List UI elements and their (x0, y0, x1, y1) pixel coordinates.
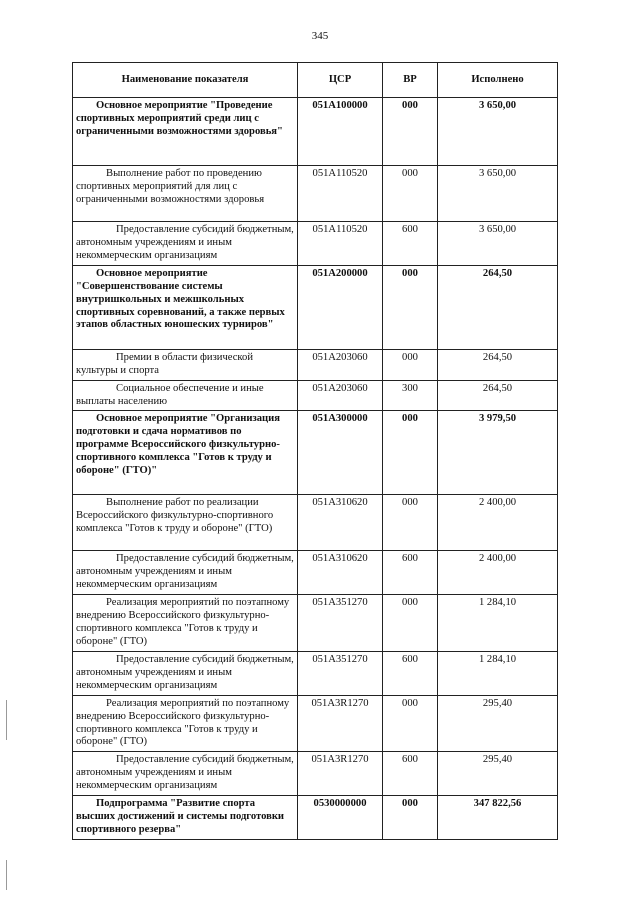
table-row (73, 222, 558, 266)
row-vr: 000 (383, 265, 438, 349)
row-csr: 051А100000 (298, 98, 383, 166)
row-name: Реализация мероприятий по поэтапному внедрению Всероссийского физкультурно-спортивного комплекса "Готов к труду и обороне" (ГТО) (76, 697, 290, 748)
table-row (73, 495, 558, 551)
row-vr: 600 (383, 651, 438, 695)
row-executed: 3 650,00 (438, 98, 558, 166)
header-vr: ВР (383, 63, 438, 98)
table-row (73, 551, 558, 595)
table-row (73, 595, 558, 652)
row-name: Подпрограмма "Развитие спорта высших достижений и системы подготовки спортивного резерва" (76, 798, 285, 835)
row-name-cell (73, 695, 298, 752)
row-vr: 600 (383, 222, 438, 266)
row-name-cell (73, 495, 298, 551)
row-executed: 2 400,00 (438, 551, 558, 595)
row-name-cell (73, 98, 298, 166)
row-name: Основное мероприятие "Совершенствование системы внутришкольных и межшкольных спортивных соревнований, а также первых этапов областных юношеских турниров" (76, 267, 285, 331)
row-vr: 000 (383, 796, 438, 840)
table-row (73, 411, 558, 495)
row-csr: 051А3R1270 (298, 695, 383, 752)
page-number: 345 (311, 30, 329, 42)
row-executed: 1 284,10 (438, 595, 558, 652)
row-name-cell (73, 752, 298, 796)
row-name: Предоставление субсидий бюджетным, автономным учреждениям и иным некоммерческим организациям (76, 653, 294, 691)
row-executed: 264,50 (438, 380, 558, 411)
table-row (73, 166, 558, 222)
row-name: Выполнение работ по проведению спортивных мероприятий для лиц с ограниченными возможностями здоровья (76, 168, 265, 205)
row-executed: 2 400,00 (438, 495, 558, 551)
row-name-cell (73, 380, 298, 411)
header-name: Наименование показателя (73, 63, 298, 98)
table-row (73, 380, 558, 411)
row-csr: 051А300000 (298, 411, 383, 495)
row-name: Социальное обеспечение и иные выплаты населению (76, 382, 264, 407)
row-vr: 000 (383, 595, 438, 652)
table-row (73, 796, 558, 840)
row-name-cell (73, 796, 298, 840)
row-vr: 600 (383, 551, 438, 595)
row-executed: 295,40 (438, 695, 558, 752)
scan-edge-mark (6, 860, 7, 890)
table-row (73, 695, 558, 752)
row-executed: 1 284,10 (438, 651, 558, 695)
row-csr: 051А203060 (298, 349, 383, 380)
row-name-cell (73, 595, 298, 652)
row-name-cell (73, 551, 298, 595)
table-row (73, 651, 558, 695)
row-name: Премии в области физической культуры и спорта (76, 351, 254, 376)
row-csr: 051А310620 (298, 551, 383, 595)
row-csr: 051А3R1270 (298, 752, 383, 796)
row-csr: 051А203060 (298, 380, 383, 411)
row-name-cell (73, 349, 298, 380)
row-vr: 000 (383, 349, 438, 380)
row-name: Реализация мероприятий по поэтапному внедрению Всероссийского физкультурно-спортивного комплекса "Готов к труду и обороне" (ГТО) (76, 597, 290, 647)
row-executed: 3 650,00 (438, 222, 558, 266)
header-csr: ЦСР (298, 63, 383, 98)
row-name: Предоставление субсидий бюджетным, автономным учреждениям и иным некоммерческим организациям (76, 754, 294, 792)
row-vr: 000 (383, 695, 438, 752)
row-csr: 051А200000 (298, 265, 383, 349)
row-name: Выполнение работ по реализации Всероссийского физкультурно-спортивного комплекса "Готов к труду и обороне" (ГТО) (76, 497, 274, 535)
row-csr: 051А351270 (298, 651, 383, 695)
table-row (73, 349, 558, 380)
budget-execution-table (72, 62, 558, 840)
row-vr: 000 (383, 166, 438, 222)
table-row (73, 98, 558, 166)
row-name-cell (73, 651, 298, 695)
row-name: Основное мероприятие "Проведение спортивных мероприятий среди лиц с ограниченными возможностями здоровья" (76, 100, 283, 137)
row-executed: 295,40 (438, 752, 558, 796)
row-name-cell (73, 166, 298, 222)
row-csr: 051А310620 (298, 495, 383, 551)
table-header-row (73, 63, 558, 98)
row-name-cell (73, 265, 298, 349)
row-csr: 051А110520 (298, 166, 383, 222)
row-name: Предоставление субсидий бюджетным, автономным учреждениям и иным некоммерческим организациям (76, 553, 294, 591)
header-executed: Исполнено (438, 63, 558, 98)
row-vr: 000 (383, 98, 438, 166)
row-name-cell (73, 411, 298, 495)
scan-edge-mark (6, 700, 7, 740)
row-csr: 0530000000 (298, 796, 383, 840)
row-executed: 264,50 (438, 265, 558, 349)
row-name: Основное мероприятие "Организация подготовки и сдача нормативов по программе Всероссийского физкультурно-спортивного комплекса "Готов к труду и обороне" (ГТО)" (76, 413, 280, 477)
row-csr: 051А110520 (298, 222, 383, 266)
row-name: Предоставление субсидий бюджетным, автономным учреждениям и иным некоммерческим организациям (76, 224, 294, 261)
table-row (73, 265, 558, 349)
row-vr: 600 (383, 752, 438, 796)
row-executed: 347 822,56 (438, 796, 558, 840)
table-row (73, 752, 558, 796)
row-vr: 000 (383, 411, 438, 495)
row-executed: 3 979,50 (438, 411, 558, 495)
row-executed: 264,50 (438, 349, 558, 380)
row-csr: 051А351270 (298, 595, 383, 652)
row-vr: 000 (383, 495, 438, 551)
row-name-cell (73, 222, 298, 266)
row-executed: 3 650,00 (438, 166, 558, 222)
row-vr: 300 (383, 380, 438, 411)
